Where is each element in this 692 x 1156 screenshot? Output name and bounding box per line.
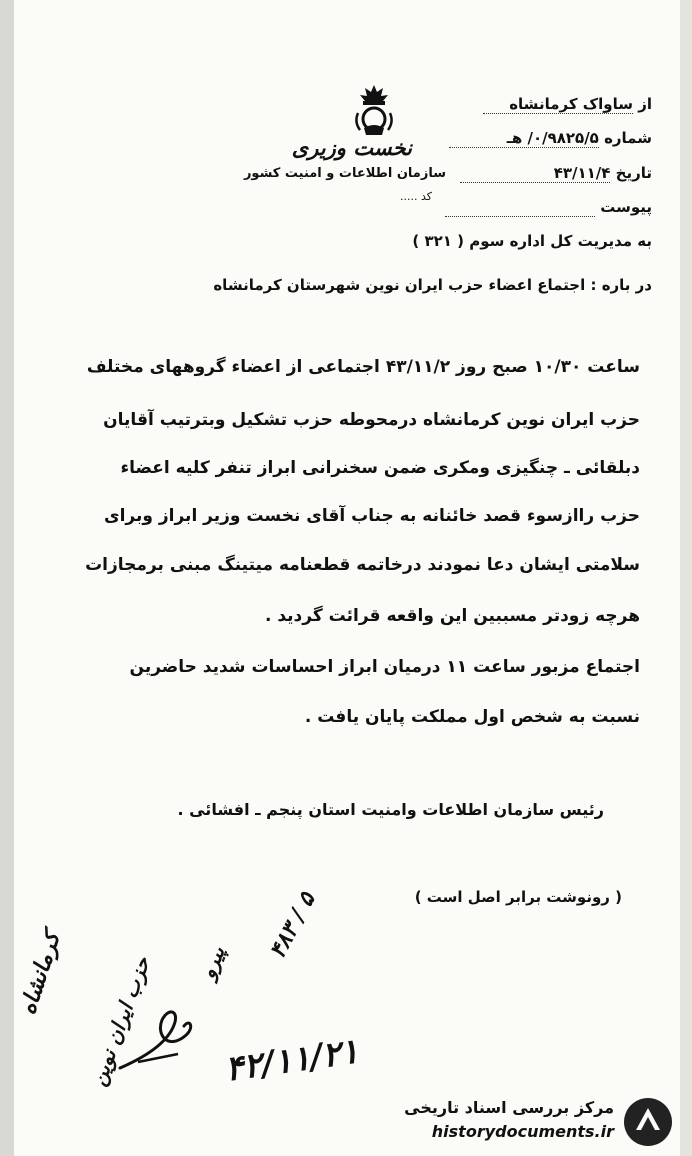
handwritten-line-3: پیرو bbox=[195, 942, 230, 982]
archive-logo-icon bbox=[622, 1096, 674, 1148]
from-field bbox=[483, 95, 652, 114]
org-title: نخست وزیری bbox=[291, 136, 412, 160]
archive-org-name: مرکز بررسی اسناد تاریخی bbox=[404, 1098, 614, 1117]
body-line-7: اجتماع مزبور ساعت ۱۱ درمیان ابراز احساسات شدید حاضرین bbox=[129, 657, 640, 677]
body-line-5: سلامتی ایشان دعا نمودند درخاتمه قطعنامه میتینگ مبنی برمجازات bbox=[85, 555, 640, 575]
number-field bbox=[449, 129, 652, 148]
number-value: ۰/۹۸۲۵/۵/ هـ bbox=[449, 129, 599, 148]
subject-line bbox=[213, 276, 652, 294]
org-subtitle: سازمان اطلاعات و امنیت کشور bbox=[243, 166, 446, 181]
archive-watermark bbox=[400, 1090, 692, 1156]
from-value: ساواک کرمانشاه bbox=[483, 95, 633, 114]
to-label: به bbox=[637, 232, 652, 250]
org-code: کد ..... bbox=[400, 190, 432, 203]
date-value: ۴۳/۱۱/۴ bbox=[460, 164, 610, 183]
handwritten-annotations bbox=[0, 840, 692, 1090]
date-field bbox=[460, 164, 652, 183]
handwritten-line-1: کرمانشاه bbox=[14, 928, 66, 1018]
attachment-field bbox=[445, 198, 652, 217]
body-line-1: ساعت ۱۰/۳۰ صبح روز ۴۳/۱۱/۲ اجتماعی از اعضاء گروههای مختلف bbox=[86, 357, 640, 377]
subject-text: اجتماع اعضاء حزب ایران نوین شهرستان کرمانشاه bbox=[213, 276, 586, 294]
archive-url[interactable]: historydocuments.ir bbox=[431, 1122, 614, 1141]
letterhead bbox=[243, 82, 450, 222]
subject-label: در باره : bbox=[590, 276, 652, 294]
handwritten-ref-number: ۴۸۳ / ۵ bbox=[264, 888, 321, 963]
copy-note: ( رونوشت برابر اصل است ) bbox=[414, 888, 622, 906]
date-label: تاریخ bbox=[615, 164, 652, 182]
number-label: شماره bbox=[604, 129, 652, 147]
body-line-2: حزب ایران نوین کرمانشاه درمحوطه حزب تشکیل وبترتیب آقایان bbox=[103, 410, 640, 430]
signature-line: رئیس سازمان اطلاعات وامنیت استان پنجم ـ افشائی . bbox=[177, 800, 604, 819]
from-label: از bbox=[638, 95, 652, 113]
body-line-6: هرچه زودتر مسببین این واقعه قرائت گردید . bbox=[264, 606, 640, 626]
body-line-4: حزب راازسوء قصد خائنانه به جناب آقای نخست وزیر ابراز وبرای bbox=[104, 506, 640, 526]
handwritten-line-2: حزب ایران نوین bbox=[85, 953, 155, 1089]
to-value: مدیریت کل اداره سوم ( ۳۲۱ ) bbox=[412, 232, 633, 250]
lion-and-sun-emblem-icon bbox=[350, 82, 398, 138]
attachment-label: پیوست bbox=[600, 198, 652, 216]
handwriting-strokes bbox=[0, 840, 692, 1090]
body-line-3: دبلقائی ـ چنگیزی ومکری ضمن سخنرانی ابراز تنفر کلیه اعضاء bbox=[120, 458, 640, 478]
body-line-8: نسبت به شخص اول مملکت پایان یافت . bbox=[304, 707, 640, 727]
to-field bbox=[412, 232, 652, 250]
handwritten-date: ۴۲/۱۱/۲۱ bbox=[222, 1031, 362, 1090]
